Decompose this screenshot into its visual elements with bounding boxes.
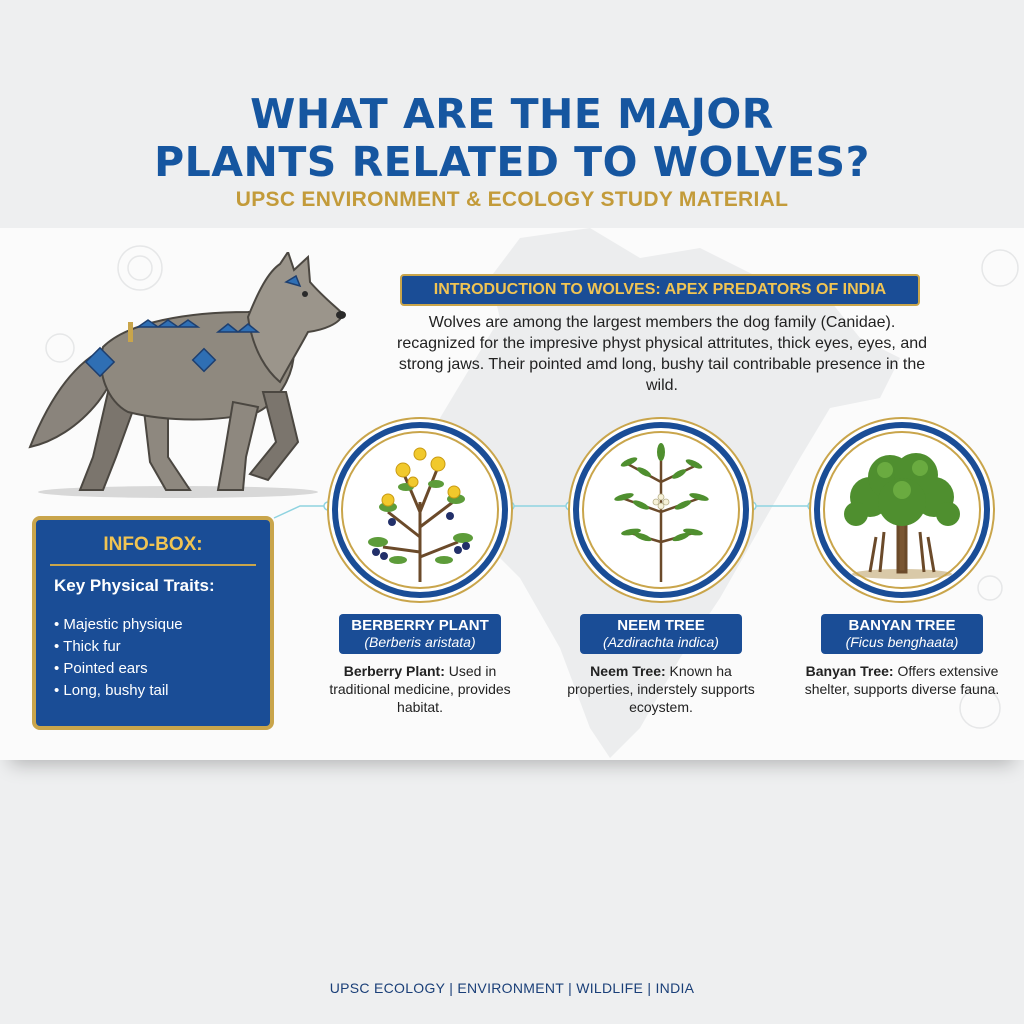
plant-description bbox=[561, 662, 761, 716]
info-box bbox=[32, 516, 274, 730]
trait-item: • Pointed ears bbox=[54, 658, 252, 680]
plant-circle bbox=[332, 422, 508, 598]
plant-desc-text: Used in traditional medicine, provides habitat. bbox=[329, 663, 511, 715]
trait-item: • Long, bushy tail bbox=[54, 680, 252, 702]
plant-card-banyan bbox=[802, 422, 1002, 698]
plant-circle bbox=[573, 422, 749, 598]
plant-desc-heading: Neem Tree: bbox=[590, 663, 666, 679]
plant-name: BERBERRY PLANT bbox=[351, 617, 489, 634]
info-box-title: INFO-BOX: bbox=[103, 534, 203, 555]
title-line-1: WHAT ARE THE MAJOR bbox=[250, 90, 774, 138]
info-box-subtitle: Key Physical Traits: bbox=[54, 576, 215, 595]
plant-desc-text: Known ha properties, inderstely supports ecoystem. bbox=[567, 663, 755, 715]
plant-name: BANYAN TREE bbox=[848, 617, 956, 634]
berberry-plant-icon bbox=[358, 442, 482, 582]
content-panel bbox=[0, 228, 1024, 760]
plant-name: NEEM TREE bbox=[617, 617, 705, 634]
page-subtitle: UPSC ENVIRONMENT & ECOLOGY STUDY MATERIAL bbox=[235, 188, 789, 211]
plant-label-neem bbox=[580, 614, 742, 654]
plant-description bbox=[320, 662, 520, 716]
intro-banner: INTRODUCTION TO WOLVES: APEX PREDATORS OF INDIA bbox=[400, 274, 920, 306]
plant-scientific-name: (Ficus benghaata) bbox=[845, 634, 959, 650]
footer-tags: UPSC ECOLOGY | ENVIRONMENT | WILDLIFE | INDIA bbox=[329, 980, 695, 996]
plant-description bbox=[802, 662, 1002, 698]
neem-tree-icon bbox=[599, 442, 723, 582]
trait-item: • Majestic physique bbox=[54, 614, 252, 636]
plant-circle bbox=[814, 422, 990, 598]
page-title bbox=[0, 90, 1024, 186]
plant-scientific-name: (Azdirachta indica) bbox=[603, 634, 719, 650]
intro-text: Wolves are among the largest members the dog family (Canidae). recagnized for the impresive physt physical attritutes, thick eyes, eyes, and strong jaws. Their pointed amd long, bushy tail contribable presence in the wild. bbox=[396, 314, 928, 394]
info-box-divider bbox=[50, 564, 256, 566]
plant-label-berberry bbox=[339, 614, 501, 654]
plant-desc-heading: Berberry Plant: bbox=[343, 663, 445, 679]
plant-card-neem bbox=[561, 422, 761, 716]
plant-label-banyan bbox=[821, 614, 983, 654]
banyan-tree-icon bbox=[840, 442, 964, 582]
plant-desc-heading: Banyan Tree: bbox=[805, 663, 894, 679]
plant-card-berberry bbox=[320, 422, 520, 716]
plant-desc-text: Offers extensive shelter, supports diverse fauna. bbox=[804, 663, 1000, 697]
trait-item: • Thick fur bbox=[54, 636, 252, 658]
plant-scientific-name: (Berberis aristata) bbox=[364, 634, 476, 650]
traits-list bbox=[54, 614, 252, 702]
title-line-2: PLANTS RELATED TO WOLVES? bbox=[154, 138, 870, 186]
